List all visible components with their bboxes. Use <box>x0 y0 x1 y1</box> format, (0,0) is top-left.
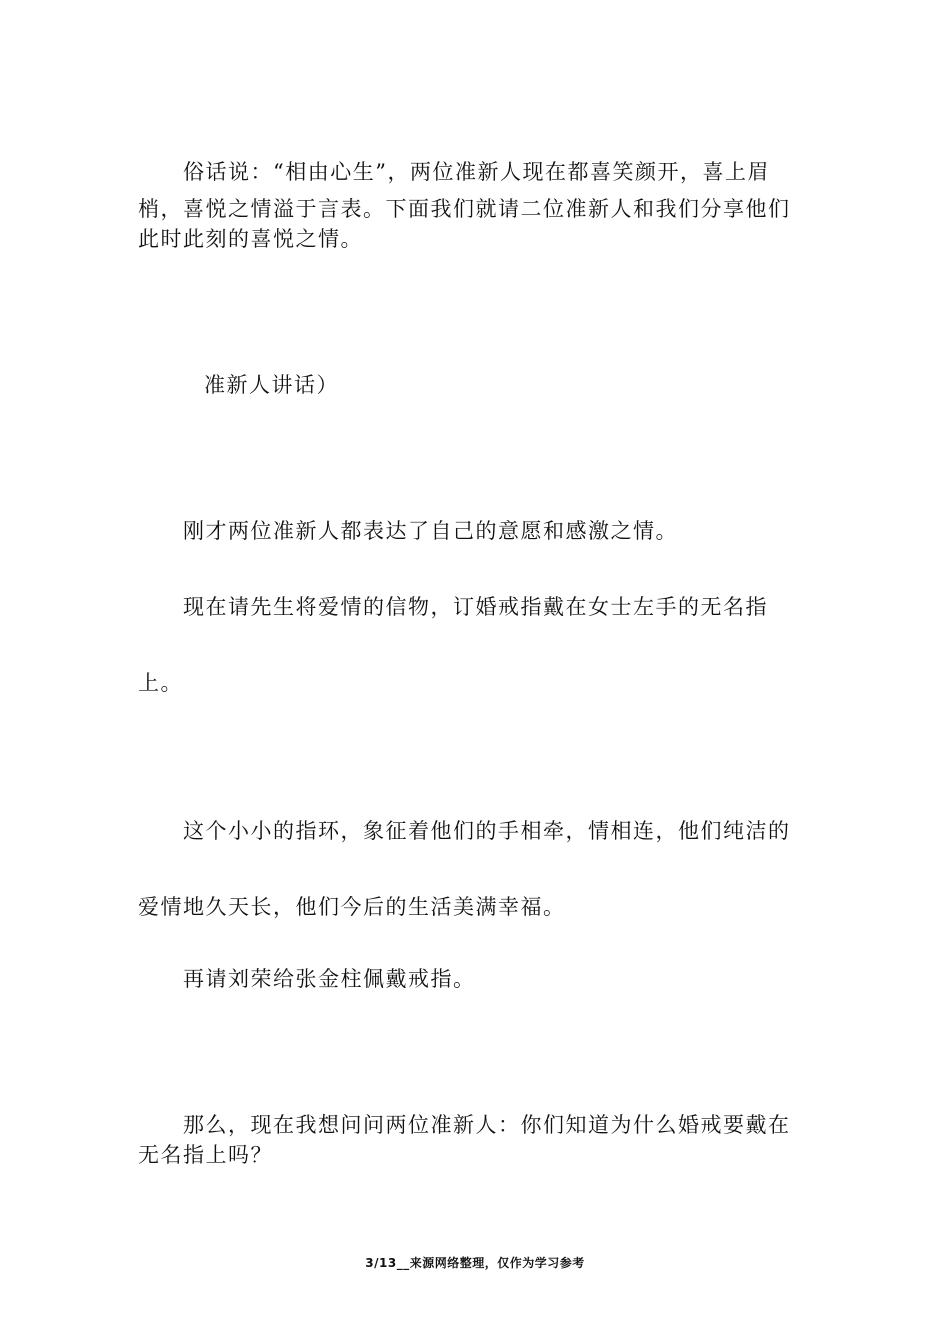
paragraph-line: 无名指上吗？ <box>138 1143 273 1167</box>
paragraph-line: 再请刘荣给张金柱佩戴戒指。 <box>183 967 476 991</box>
paragraph-line: 刚才两位准新人都表达了自己的意愿和感激之情。 <box>183 519 678 543</box>
paragraph-line: 上。 <box>138 671 183 695</box>
paragraph-line: 现在请先生将爱情的信物，订婚戒指戴在女士左手的无名指 <box>183 595 768 619</box>
paragraph-line: 梢，喜悦之情溢于言表。下面我们就请二位准新人和我们分享他们 <box>138 197 791 221</box>
paragraph-line: 此时此刻的喜悦之情。 <box>138 227 363 251</box>
page-footer: 3/13__来源网络整理，仅作为学习参考 <box>365 1256 585 1270</box>
paragraph-line: 这个小小的指环，象征着他们的手相牵，情相连，他们纯洁的 <box>183 819 791 843</box>
paragraph-line: 那么，现在我想问问两位准新人：你们知道为什么婚戒要戴在 <box>183 1113 791 1137</box>
paragraph-line: 爱情地久天长，他们今后的生活美满幸福。 <box>138 895 566 919</box>
paragraph-line: 俗话说：“相由心生”，两位准新人现在都喜笑颜开，喜上眉 <box>183 160 770 184</box>
paragraph-line: 准新人讲话） <box>204 373 339 397</box>
